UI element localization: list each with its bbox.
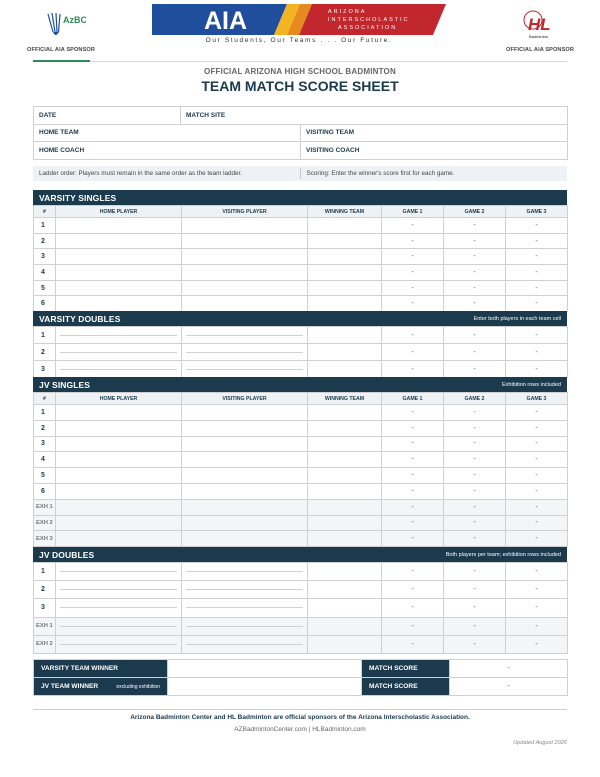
visiting-player-input[interactable] — [182, 436, 308, 452]
col-header-winning-team: WINNING TEAM — [308, 393, 382, 405]
col-header-number: # — [34, 206, 56, 218]
partner-divider — [60, 369, 177, 370]
game-3-score[interactable]: - — [506, 420, 568, 436]
game-3-score[interactable]: - — [506, 405, 568, 421]
home-player-input[interactable] — [56, 483, 182, 499]
col-header-game-3: GAME 3 — [506, 393, 568, 405]
col-header-game-1: GAME 1 — [382, 206, 444, 218]
winning-team-input[interactable] — [308, 218, 382, 234]
visiting-player-input[interactable] — [182, 420, 308, 436]
jv-singles-table — [33, 392, 568, 547]
visiting-player-input[interactable] — [182, 344, 308, 361]
visiting-player-input[interactable] — [182, 249, 308, 265]
game-3-score[interactable]: - — [506, 361, 568, 378]
winning-team-input[interactable] — [308, 233, 382, 249]
game-2-score[interactable]: - — [444, 468, 506, 484]
col-header-winning-team: WINNING TEAM — [308, 206, 382, 218]
visiting-player-input[interactable] — [182, 635, 308, 653]
hl-logo-sub: Badminton — [529, 34, 549, 39]
game-1-score[interactable]: - — [382, 563, 444, 581]
game-1-score[interactable]: - — [382, 249, 444, 265]
match-number: 5 — [34, 280, 56, 296]
home-coach-label: HOME COACH — [39, 146, 85, 154]
game-3-score[interactable]: - — [506, 296, 568, 312]
winning-team-input[interactable] — [308, 420, 382, 436]
hl-badminton-logo — [520, 8, 560, 42]
page-header — [0, 0, 600, 62]
footer-sponsor-text: Arizona Badminton Center and HL Badminton are official sponsors of the Arizona Interscholastic Association. — [130, 714, 470, 721]
visiting-player-input[interactable] — [182, 563, 308, 581]
game-1-score[interactable]: - — [382, 499, 444, 515]
varsity-winner-input[interactable] — [168, 660, 362, 678]
game-3-score[interactable]: - — [506, 218, 568, 234]
left-sponsor — [26, 8, 96, 53]
section-header-jv-singles — [33, 377, 567, 392]
partner-divider — [60, 607, 177, 608]
col-header-game-3: GAME 3 — [506, 206, 568, 218]
jv-winner-label-text: JV TEAM WINNER — [41, 683, 99, 690]
col-header-visiting-player: VISITING PLAYER — [182, 393, 308, 405]
game-1-score[interactable]: - — [382, 635, 444, 653]
excluding-exhibition-note: excluding exhibition — [116, 684, 160, 690]
winning-team-input[interactable] — [308, 327, 382, 344]
match-number: 1 — [34, 563, 56, 581]
game-1-score[interactable]: - — [382, 233, 444, 249]
visiting-coach-label: VISITING COACH — [306, 146, 360, 154]
visiting-team-label: VISITING TEAM — [306, 129, 355, 137]
game-3-score[interactable]: - — [506, 515, 568, 531]
game-2-score[interactable]: - — [444, 531, 506, 547]
match-number: EXH 3 — [34, 531, 56, 547]
match-site-field[interactable] — [181, 107, 568, 125]
match-row — [34, 361, 568, 378]
game-1-score[interactable]: - — [382, 468, 444, 484]
match-number: 2 — [34, 233, 56, 249]
game-3-score[interactable]: - — [506, 499, 568, 515]
visiting-player-input[interactable] — [182, 405, 308, 421]
visiting-coach-field[interactable] — [301, 142, 568, 160]
winning-team-input[interactable] — [308, 361, 382, 378]
match-row — [34, 327, 568, 344]
winning-team-input[interactable] — [308, 617, 382, 635]
aia-banner — [152, 4, 446, 35]
match-row — [34, 344, 568, 361]
game-1-score[interactable]: - — [382, 218, 444, 234]
game-2-score[interactable]: - — [444, 265, 506, 281]
footer-divider — [33, 709, 567, 710]
partner-divider — [60, 571, 177, 572]
partner-divider — [186, 644, 303, 645]
visiting-player-input[interactable] — [182, 327, 308, 344]
home-player-input[interactable] — [56, 452, 182, 468]
home-player-input[interactable] — [56, 296, 182, 312]
aia-logo-text: AIA — [204, 7, 248, 35]
winning-team-input[interactable] — [308, 405, 382, 421]
visiting-player-input[interactable] — [182, 581, 308, 599]
game-1-score[interactable]: - — [382, 581, 444, 599]
game-2-score[interactable]: - — [444, 233, 506, 249]
visiting-player-input[interactable] — [182, 531, 308, 547]
match-row — [34, 436, 568, 452]
match-site-label: MATCH SITE — [186, 111, 226, 119]
match-row — [34, 617, 568, 635]
home-player-input[interactable] — [56, 581, 182, 599]
col-header-home-player: HOME PLAYER — [56, 393, 182, 405]
game-2-score[interactable]: - — [444, 420, 506, 436]
match-row — [34, 452, 568, 468]
game-2-score[interactable]: - — [444, 344, 506, 361]
match-score-label-text: MATCH SCORE — [369, 683, 418, 690]
game-1-score[interactable]: - — [382, 599, 444, 617]
game-3-score[interactable]: - — [506, 452, 568, 468]
match-number: 6 — [34, 483, 56, 499]
game-3-score[interactable]: - — [506, 249, 568, 265]
match-number: 6 — [34, 296, 56, 312]
game-3-score[interactable]: - — [506, 483, 568, 499]
page-title: TEAM MATCH SCORE SHEET — [201, 78, 399, 94]
game-2-score[interactable]: - — [444, 599, 506, 617]
game-2-score[interactable]: - — [444, 563, 506, 581]
game-3-score[interactable]: - — [506, 635, 568, 653]
section-title: VARSITY DOUBLES — [39, 313, 121, 324]
jv-match-score-input[interactable]: - — [450, 678, 568, 696]
game-1-score[interactable]: - — [382, 344, 444, 361]
varsity-winner-label-text: VARSITY TEAM WINNER — [41, 665, 119, 672]
home-player-input[interactable] — [56, 249, 182, 265]
match-number: 4 — [34, 265, 56, 281]
home-player-input[interactable] — [56, 531, 182, 547]
match-row — [34, 635, 568, 653]
game-1-score[interactable]: - — [382, 617, 444, 635]
match-number: 2 — [34, 420, 56, 436]
col-header-visiting-player: VISITING PLAYER — [182, 206, 308, 218]
varsity-singles-table — [33, 205, 568, 312]
partner-divider — [60, 644, 177, 645]
game-2-score[interactable]: - — [444, 499, 506, 515]
match-info-table — [33, 106, 568, 160]
match-number: 3 — [34, 436, 56, 452]
home-coach-field[interactable] — [34, 142, 301, 160]
game-3-score[interactable]: - — [506, 280, 568, 296]
instructions-bar — [33, 166, 567, 181]
match-number: 4 — [34, 452, 56, 468]
winning-team-input[interactable] — [308, 344, 382, 361]
col-header-number: # — [34, 393, 56, 405]
azbc-logo — [36, 8, 86, 42]
partner-divider — [186, 352, 303, 353]
match-row — [34, 499, 568, 515]
home-team-label: HOME TEAM — [39, 129, 79, 137]
home-player-input[interactable] — [56, 515, 182, 531]
date-label: DATE — [39, 111, 57, 119]
section-note: Enter both players in each team cell — [473, 315, 561, 322]
match-row — [34, 581, 568, 599]
game-2-score[interactable]: - — [444, 483, 506, 499]
match-row — [34, 599, 568, 617]
game-2-score[interactable]: - — [444, 436, 506, 452]
match-row — [34, 563, 568, 581]
partner-divider — [60, 626, 177, 627]
home-player-input[interactable] — [56, 233, 182, 249]
game-3-score[interactable]: - — [506, 436, 568, 452]
aia-tagline: Our Students, Our Teams . . . Our Future. — [205, 37, 393, 44]
game-2-score[interactable]: - — [444, 581, 506, 599]
jv-winner-input[interactable] — [168, 678, 362, 696]
home-player-input[interactable] — [56, 280, 182, 296]
visiting-player-input[interactable] — [182, 515, 308, 531]
visiting-player-input[interactable] — [182, 296, 308, 312]
match-row — [34, 468, 568, 484]
match-number: 1 — [34, 327, 56, 344]
match-number: EXH 1 — [34, 617, 56, 635]
aia-name-line1: ARIZONA — [328, 9, 367, 15]
jv-winner-label — [34, 678, 168, 696]
partner-divider — [60, 352, 177, 353]
visiting-player-input[interactable] — [182, 452, 308, 468]
winning-team-input[interactable] — [308, 452, 382, 468]
section-header-varsity-doubles — [33, 311, 567, 326]
aia-name-line2: INTERSCHOLASTIC — [328, 17, 410, 23]
scoring-note: Scoring: Enter the winner's score first for each game. — [306, 170, 455, 177]
visiting-player-input[interactable] — [182, 617, 308, 635]
game-3-score[interactable]: - — [506, 344, 568, 361]
home-team-field[interactable] — [34, 124, 301, 142]
partner-divider — [186, 369, 303, 370]
visiting-player-input[interactable] — [182, 233, 308, 249]
home-player-input[interactable] — [56, 361, 182, 378]
col-header-game-2: GAME 2 — [444, 206, 506, 218]
game-2-score[interactable]: - — [444, 361, 506, 378]
footer-links[interactable]: AZBadmintonCenter.com | HLBadminton.com — [234, 726, 366, 733]
winning-team-input[interactable] — [308, 531, 382, 547]
home-player-input[interactable] — [56, 599, 182, 617]
match-row — [34, 233, 568, 249]
partner-divider — [186, 626, 303, 627]
visiting-player-input[interactable] — [182, 483, 308, 499]
game-3-score[interactable]: - — [506, 233, 568, 249]
right-sponsor — [504, 8, 576, 53]
jv-match-score-label — [362, 678, 450, 696]
game-2-score[interactable]: - — [444, 635, 506, 653]
winning-team-input[interactable] — [308, 265, 382, 281]
home-player-input[interactable] — [56, 344, 182, 361]
section-header-varsity-singles — [33, 190, 567, 205]
game-3-score[interactable]: - — [506, 265, 568, 281]
partner-divider — [186, 589, 303, 590]
azbc-logo-text: AzBC — [63, 15, 86, 25]
match-row — [34, 420, 568, 436]
game-3-score[interactable]: - — [506, 531, 568, 547]
game-3-score[interactable]: - — [506, 581, 568, 599]
game-2-score[interactable]: - — [444, 405, 506, 421]
header-divider — [33, 61, 567, 62]
game-3-score[interactable]: - — [506, 599, 568, 617]
match-number: 3 — [34, 599, 56, 617]
section-note: Exhibition rows included — [501, 381, 561, 388]
column-header-row — [34, 393, 568, 405]
match-row — [34, 218, 568, 234]
game-1-score[interactable]: - — [382, 361, 444, 378]
home-player-input[interactable] — [56, 436, 182, 452]
varsity-match-score-input[interactable]: - — [450, 660, 568, 678]
match-number: 1 — [34, 218, 56, 234]
visiting-player-input[interactable] — [182, 499, 308, 515]
col-header-game-2: GAME 2 — [444, 393, 506, 405]
home-player-input[interactable] — [56, 405, 182, 421]
winning-team-input[interactable] — [308, 563, 382, 581]
match-score-label-text: MATCH SCORE — [369, 665, 418, 672]
team-winner-table — [33, 659, 568, 696]
game-2-score[interactable]: - — [444, 327, 506, 344]
section-note: Both players per team; exhibition rows included — [445, 551, 561, 558]
game-2-score[interactable]: - — [444, 280, 506, 296]
game-1-score[interactable]: - — [382, 265, 444, 281]
section-header-jv-doubles — [33, 547, 567, 562]
hl-logo-text: HL — [528, 15, 551, 34]
game-1-score[interactable]: - — [382, 452, 444, 468]
game-2-score[interactable]: - — [444, 617, 506, 635]
winning-team-input[interactable] — [308, 515, 382, 531]
match-number: 3 — [34, 249, 56, 265]
winning-team-input[interactable] — [308, 599, 382, 617]
game-1-score[interactable]: - — [382, 420, 444, 436]
game-3-score[interactable]: - — [506, 563, 568, 581]
match-row — [34, 515, 568, 531]
varsity-match-score-label — [362, 660, 450, 678]
visiting-player-input[interactable] — [182, 468, 308, 484]
game-1-score[interactable]: - — [382, 327, 444, 344]
game-1-score[interactable]: - — [382, 531, 444, 547]
game-3-score[interactable]: - — [506, 327, 568, 344]
column-header-row — [34, 206, 568, 218]
col-header-game-1: GAME 1 — [382, 393, 444, 405]
visiting-team-field[interactable] — [301, 124, 568, 142]
match-row — [34, 265, 568, 281]
game-2-score[interactable]: - — [444, 218, 506, 234]
section-title: JV DOUBLES — [39, 549, 95, 560]
game-1-score[interactable]: - — [382, 280, 444, 296]
visiting-player-input[interactable] — [182, 361, 308, 378]
home-player-input[interactable] — [56, 635, 182, 653]
match-number: 1 — [34, 405, 56, 421]
home-player-input[interactable] — [56, 265, 182, 281]
match-number: 2 — [34, 344, 56, 361]
game-3-score[interactable]: - — [506, 468, 568, 484]
winning-team-input[interactable] — [308, 296, 382, 312]
right-sponsor-label: OFFICIAL AIA SPONSOR — [506, 47, 574, 53]
match-row — [34, 405, 568, 421]
winning-team-input[interactable] — [308, 468, 382, 484]
game-2-score[interactable]: - — [444, 296, 506, 312]
match-row — [34, 280, 568, 296]
game-2-score[interactable]: - — [444, 515, 506, 531]
game-1-score[interactable]: - — [382, 483, 444, 499]
updated-date: Updated August 2026 — [513, 740, 567, 746]
match-number: EXH 2 — [34, 515, 56, 531]
visiting-player-input[interactable] — [182, 265, 308, 281]
header-accent-line — [33, 60, 90, 62]
home-player-input[interactable] — [56, 327, 182, 344]
winning-team-input[interactable] — [308, 483, 382, 499]
winning-team-input[interactable] — [308, 436, 382, 452]
home-player-input[interactable] — [56, 563, 182, 581]
home-player-input[interactable] — [56, 420, 182, 436]
visiting-player-input[interactable] — [182, 218, 308, 234]
match-number: 3 — [34, 361, 56, 378]
match-number: EXH 1 — [34, 499, 56, 515]
home-player-input[interactable] — [56, 499, 182, 515]
winning-team-input[interactable] — [308, 280, 382, 296]
col-header-home-player: HOME PLAYER — [56, 206, 182, 218]
match-number: 2 — [34, 581, 56, 599]
partner-divider — [186, 607, 303, 608]
game-3-score[interactable]: - — [506, 617, 568, 635]
match-number: EXH 2 — [34, 635, 56, 653]
home-player-input[interactable] — [56, 468, 182, 484]
match-row — [34, 531, 568, 547]
game-1-score[interactable]: - — [382, 515, 444, 531]
winning-team-input[interactable] — [308, 635, 382, 653]
partner-divider — [60, 335, 177, 336]
game-1-score[interactable]: - — [382, 296, 444, 312]
game-1-score[interactable]: - — [382, 436, 444, 452]
home-player-input[interactable] — [56, 617, 182, 635]
match-row — [34, 296, 568, 312]
page-subtitle: OFFICIAL ARIZONA HIGH SCHOOL BADMINTON — [204, 67, 396, 76]
visiting-player-input[interactable] — [182, 280, 308, 296]
partner-divider — [186, 335, 303, 336]
game-1-score[interactable]: - — [382, 405, 444, 421]
section-title: JV SINGLES — [39, 379, 91, 390]
game-2-score[interactable]: - — [444, 249, 506, 265]
section-title: VARSITY SINGLES — [39, 192, 117, 203]
match-row — [34, 249, 568, 265]
varsity-winner-label — [34, 660, 168, 678]
ladder-order-note: Ladder order: Players must remain in the same order as the team ladder. — [39, 170, 243, 177]
winning-team-input[interactable] — [308, 249, 382, 265]
game-2-score[interactable]: - — [444, 452, 506, 468]
visiting-player-input[interactable] — [182, 599, 308, 617]
partner-divider — [186, 571, 303, 572]
winning-team-input[interactable] — [308, 499, 382, 515]
match-number: 5 — [34, 468, 56, 484]
date-field[interactable] — [34, 107, 181, 125]
partner-divider — [60, 589, 177, 590]
match-row — [34, 483, 568, 499]
varsity-doubles-table — [33, 326, 568, 378]
aia-name-line3: ASSOCIATION — [338, 25, 398, 31]
home-player-input[interactable] — [56, 218, 182, 234]
jv-doubles-table — [33, 562, 568, 654]
winning-team-input[interactable] — [308, 581, 382, 599]
left-sponsor-label: OFFICIAL AIA SPONSOR — [27, 47, 95, 53]
